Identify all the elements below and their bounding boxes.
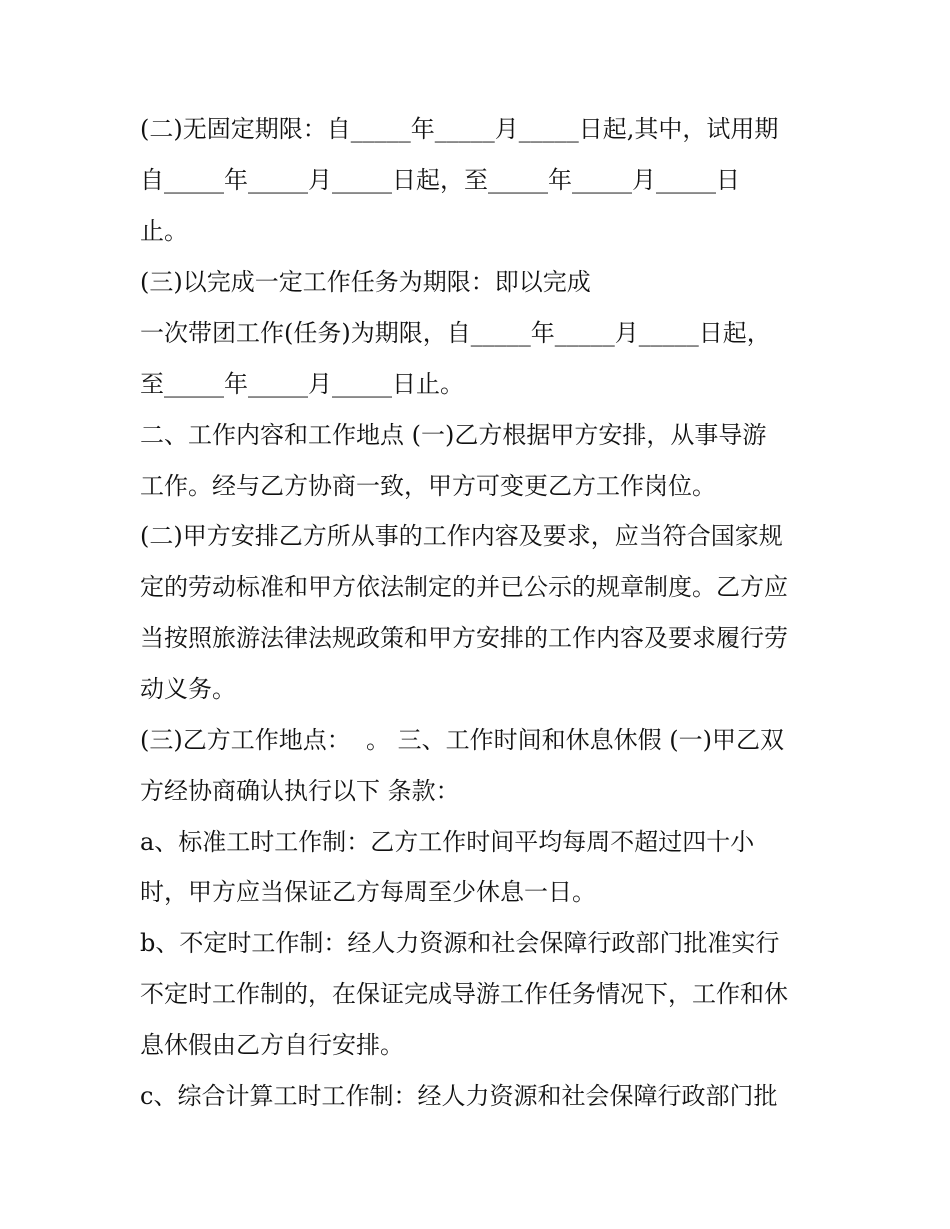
text-line-12: 动义务。 <box>140 675 236 703</box>
text-line-10: 定的劳动标准和甲方依法制定的并已公示的规章制度。乙方应 <box>140 573 788 601</box>
text-line-15: a、标准工时工作制：乙方工作时间平均每周不超过四十小 <box>140 828 755 856</box>
text-line-7: 二、工作内容和工作地点 (一)乙方根据甲方安排，从事导游 <box>140 421 767 449</box>
text-line-8: 工作。经与乙方协商一致，甲方可变更乙方工作岗位。 <box>140 472 716 500</box>
text-line-2: 自_____年_____月_____日起，至_____年_____月_____日 <box>140 166 740 194</box>
text-line-13: (三)乙方工作地点： 。 三、工作时间和休息休假 (一)甲乙双 <box>140 726 784 754</box>
text-line-14: 方经协商确认执行以下 条款： <box>140 777 460 805</box>
text-line-1: (二)无固定期限：自_____年_____月_____日起,其中，试用期 <box>140 115 779 143</box>
text-line-5: 一次带团工作(任务)为期限，自_____年_____月_____日起， <box>140 319 771 347</box>
text-line-9: (二)甲方安排乙方所从事的工作内容及要求，应当符合国家规 <box>140 522 783 550</box>
text-line-18: 不定时工作制的，在保证完成导游工作任务情况下，工作和休 <box>140 980 788 1008</box>
text-line-19: 息休假由乙方自行安排。 <box>140 1031 404 1059</box>
text-line-11: 当按照旅游法律法规政策和甲方安排的工作内容及要求履行劳 <box>140 624 788 652</box>
text-line-20: c、综合计算工时工作制：经人力资源和社会保障行政部门批 <box>140 1082 778 1110</box>
text-line-3: 止。 <box>140 217 188 245</box>
text-line-17: b、不定时工作制：经人力资源和社会保障行政部门批准实行 <box>140 929 780 957</box>
text-line-16: 时，甲方应当保证乙方每周至少休息一日。 <box>140 878 596 906</box>
text-line-6: 至_____年_____月_____日止。 <box>140 370 464 398</box>
text-line-4: (三)以完成一定工作任务为期限：即以完成 <box>140 268 591 296</box>
